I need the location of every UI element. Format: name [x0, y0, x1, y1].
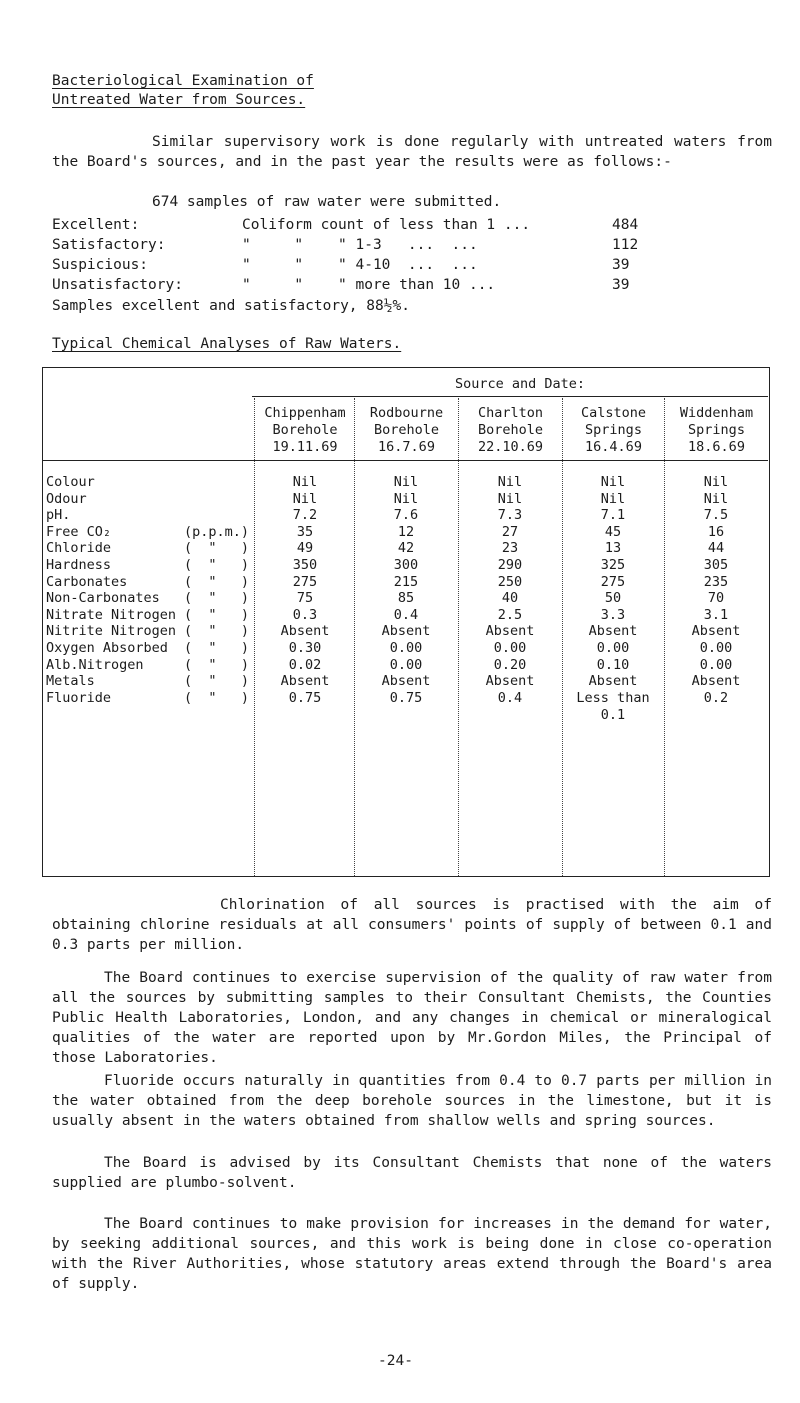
section-heading-line1: Bacteriological Examination of — [52, 73, 314, 89]
source-date: 19.11.69 — [272, 439, 338, 455]
tally-criterion: " " " more than 10 ... — [242, 277, 496, 293]
table-cell: Nil — [497, 474, 523, 490]
table-cell: 275 — [600, 573, 626, 590]
page-number: -24- — [378, 1353, 413, 1369]
source-type: Borehole — [272, 422, 338, 438]
section-heading-line2: Untreated Water from Sources. — [52, 92, 306, 108]
table-cell: 325 — [600, 557, 626, 573]
source-header-chippenham — [255, 405, 355, 456]
table-cell: Nil — [292, 474, 318, 490]
tally-count: 39 — [612, 277, 630, 293]
plumbo-solvent-paragraph: The Board is advised by its Consultant Chemists that none of the waters supplied are plumbo-solvent. — [52, 1155, 772, 1191]
table-row-label: Oxygen Absorbed — [46, 640, 168, 656]
table-cell: 0.2 — [703, 689, 729, 706]
table-row-label: Carbonates — [46, 573, 128, 590]
samples-submitted: 674 samples of raw water were submitted. — [152, 194, 502, 210]
table-row-unit: ( " ) — [184, 656, 250, 673]
table-row-label: Hardness — [46, 557, 112, 573]
source-type: Springs — [585, 422, 642, 438]
table-cell: 300 — [393, 557, 419, 573]
table-cell: Less than 0.1 — [576, 689, 650, 723]
header-bottom-rule — [43, 460, 768, 461]
source-date: 22.10.69 — [477, 439, 544, 455]
table-cell: 0.00 — [389, 656, 423, 673]
tally-count: 484 — [612, 217, 639, 233]
table-row-unit: ( " ) — [184, 673, 250, 690]
fluoride-paragraph: Fluoride occurs naturally in quantities from 0.4 to 0.7 parts per million in the water obtained from the deep borehole sources in the limestone, but it is usually absent in the waters obtained from shallow wells and spring sources. — [52, 1073, 772, 1129]
tally-criterion: Coliform count of less than 1 ... — [242, 217, 531, 233]
table-cell: Absent — [588, 623, 638, 640]
table-cell: 0.4 — [393, 606, 419, 623]
source-type: Borehole — [477, 422, 544, 438]
table-cell: Absent — [691, 673, 741, 690]
col-divider — [458, 398, 459, 876]
tally-criterion: " " " 1-3 ... ... — [242, 237, 478, 253]
table-cell: 250 — [497, 573, 523, 590]
table-cell: Absent — [588, 673, 638, 690]
table-row-label: Colour — [46, 474, 95, 490]
tally-row-suspicious — [52, 255, 752, 275]
chlorination-paragraph: Chlorination of all sources is practised with the aim of obtaining chlorine residuals at all consumers' points of supply of between 0.1 and 0.3 parts per million. — [52, 897, 772, 953]
table-group-header: Source and Date: — [455, 376, 586, 392]
source-header-charlton — [459, 405, 562, 456]
tally-label: Satisfactory: — [52, 237, 166, 253]
table-cell: 0.00 — [699, 656, 733, 673]
table-cell: 35 — [296, 523, 314, 540]
table-cell: Nil — [703, 490, 729, 507]
source-name: Charlton — [477, 405, 544, 421]
table-cell: Nil — [393, 490, 419, 507]
table-row-unit: ( " ) — [184, 540, 250, 557]
tally-row-unsatisfactory — [52, 275, 752, 295]
table-row-label: Chloride — [46, 540, 112, 557]
source-type: Borehole — [373, 422, 440, 438]
table-row-label: Nitrite Nitrogen — [46, 623, 177, 640]
table-cell: 2.5 — [497, 606, 523, 623]
table-cell: 0.00 — [596, 640, 630, 656]
table-row-label: Fluoride — [46, 689, 112, 706]
table-row-label: Odour — [46, 490, 87, 507]
tally-criterion: " " " 4-10 ... ... — [242, 257, 478, 273]
table-row-unit: ( " ) — [184, 606, 250, 623]
coliform-tally — [52, 215, 752, 295]
table-cell: 235 — [703, 573, 729, 590]
table-row-unit: (p.p.m.) — [184, 523, 250, 540]
table-cell: 350 — [292, 557, 318, 573]
supervision-paragraph: The Board continues to exercise supervision of the quality of raw water from all the sources by submitting samples to their Consultant Chemists, the Counties Public Health Laboratories, London, and any changes in chemical or mineralogical qualities of the water are reported upon by Mr.Gordon Miles, the Principal of those Laboratories. — [52, 970, 772, 1066]
source-header-calstone — [563, 405, 664, 456]
source-name: Calstone — [580, 405, 647, 421]
table-cell: 7.3 — [497, 507, 523, 524]
table-cell: Absent — [691, 623, 741, 640]
table-cell: 45 — [604, 523, 622, 540]
table-cell: 7.1 — [600, 507, 626, 524]
table-cell: 49 — [296, 540, 314, 557]
tally-label: Unsatisfactory: — [52, 277, 183, 293]
table-cell: 290 — [497, 557, 523, 573]
table-row-label: Alb.Nitrogen — [46, 656, 144, 673]
table-row-unit: ( " ) — [184, 640, 250, 656]
intro-paragraph: Similar supervisory work is done regularly with untreated waters from the Board's sources, and in the past year the results were as follows:- — [52, 134, 772, 170]
table-cell: 0.75 — [389, 689, 423, 706]
table-cell: 275 — [292, 573, 318, 590]
table-cell: 85 — [397, 590, 415, 607]
table-cell: 3.3 — [600, 606, 626, 623]
tally-count: 39 — [612, 257, 630, 273]
group-header-rule — [252, 396, 768, 397]
table-cell: 70 — [707, 590, 725, 607]
source-type: Springs — [688, 422, 745, 438]
tally-row-satisfactory — [52, 235, 752, 255]
table-row-label: Non-Carbonates — [46, 590, 160, 607]
table-cell: 7.2 — [292, 507, 318, 524]
table-cell: 0.20 — [493, 656, 527, 673]
table-cell: 50 — [604, 590, 622, 607]
table-cell: 0.10 — [596, 656, 630, 673]
source-header-widdenham — [665, 405, 768, 456]
table-cell: Absent — [381, 623, 431, 640]
source-date: 16.7.69 — [378, 439, 435, 455]
table-row-unit: ( " ) — [184, 557, 250, 573]
source-name: Rodbourne — [369, 405, 444, 421]
table-cell: Nil — [600, 474, 626, 490]
table-cell: Nil — [393, 474, 419, 490]
table-cell: 0.00 — [389, 640, 423, 656]
table-cell: 13 — [604, 540, 622, 557]
table-row-label: Free CO₂ — [46, 523, 112, 540]
source-name: Chippenham — [264, 405, 346, 421]
table-cell: 12 — [397, 523, 415, 540]
table-cell: Absent — [485, 673, 535, 690]
table-cell: 0.00 — [493, 640, 527, 656]
table-cell: 42 — [397, 540, 415, 557]
table-cell: 305 — [703, 557, 729, 573]
table-cell: 23 — [501, 540, 519, 557]
table-cell: 16 — [707, 523, 725, 540]
table-row-label: pH. — [46, 507, 71, 524]
table-heading: Typical Chemical Analyses of Raw Waters. — [52, 336, 402, 352]
provision-paragraph: The Board continues to make provision for increases in the demand for water, by seeking additional sources, and this work is being done in close co-operation with the River Authorities, whose statutory areas extend through the Board's area of supply. — [52, 1216, 772, 1292]
table-cell: 0.30 — [288, 640, 322, 656]
table-cell: 0.00 — [699, 640, 733, 656]
table-cell: 0.75 — [288, 689, 322, 706]
source-header-rodbourne — [355, 405, 458, 456]
table-cell: 7.6 — [393, 507, 419, 524]
table-row-unit: ( " ) — [184, 573, 250, 590]
table-cell: 0.4 — [497, 689, 523, 706]
source-date: 18.6.69 — [688, 439, 745, 455]
table-cell: Absent — [280, 623, 330, 640]
excellent-satisfactory-summary: Samples excellent and satisfactory, 88½%. — [52, 298, 410, 314]
table-row-label: Metals — [46, 673, 95, 690]
table-cell: Absent — [381, 673, 431, 690]
table-row-unit: ( " ) — [184, 590, 250, 607]
table-cell: 27 — [501, 523, 519, 540]
source-date: 16.4.69 — [585, 439, 642, 455]
col-divider — [664, 398, 665, 876]
tally-count: 112 — [612, 237, 639, 253]
table-row-unit: ( " ) — [184, 689, 250, 706]
table-cell: 0.3 — [292, 606, 318, 623]
tally-label: Excellent: — [52, 217, 140, 233]
table-cell: Nil — [600, 490, 626, 507]
table-cell: Nil — [703, 474, 729, 490]
source-name: Widdenham — [679, 405, 754, 421]
table-cell: 40 — [501, 590, 519, 607]
table-cell: 215 — [393, 573, 419, 590]
table-cell: Nil — [497, 490, 523, 507]
table-cell: Absent — [485, 623, 535, 640]
table-cell: 7.5 — [703, 507, 729, 524]
table-row-label: Nitrate Nitrogen — [46, 606, 177, 623]
table-cell: Nil — [292, 490, 318, 507]
table-cell: 0.02 — [288, 656, 322, 673]
tally-label: Suspicious: — [52, 257, 149, 273]
table-cell: Absent — [280, 673, 330, 690]
tally-row-excellent — [52, 215, 752, 235]
table-cell: 3.1 — [703, 606, 729, 623]
table-cell: 75 — [296, 590, 314, 607]
table-cell: 44 — [707, 540, 725, 557]
table-row-unit: ( " ) — [184, 623, 250, 640]
